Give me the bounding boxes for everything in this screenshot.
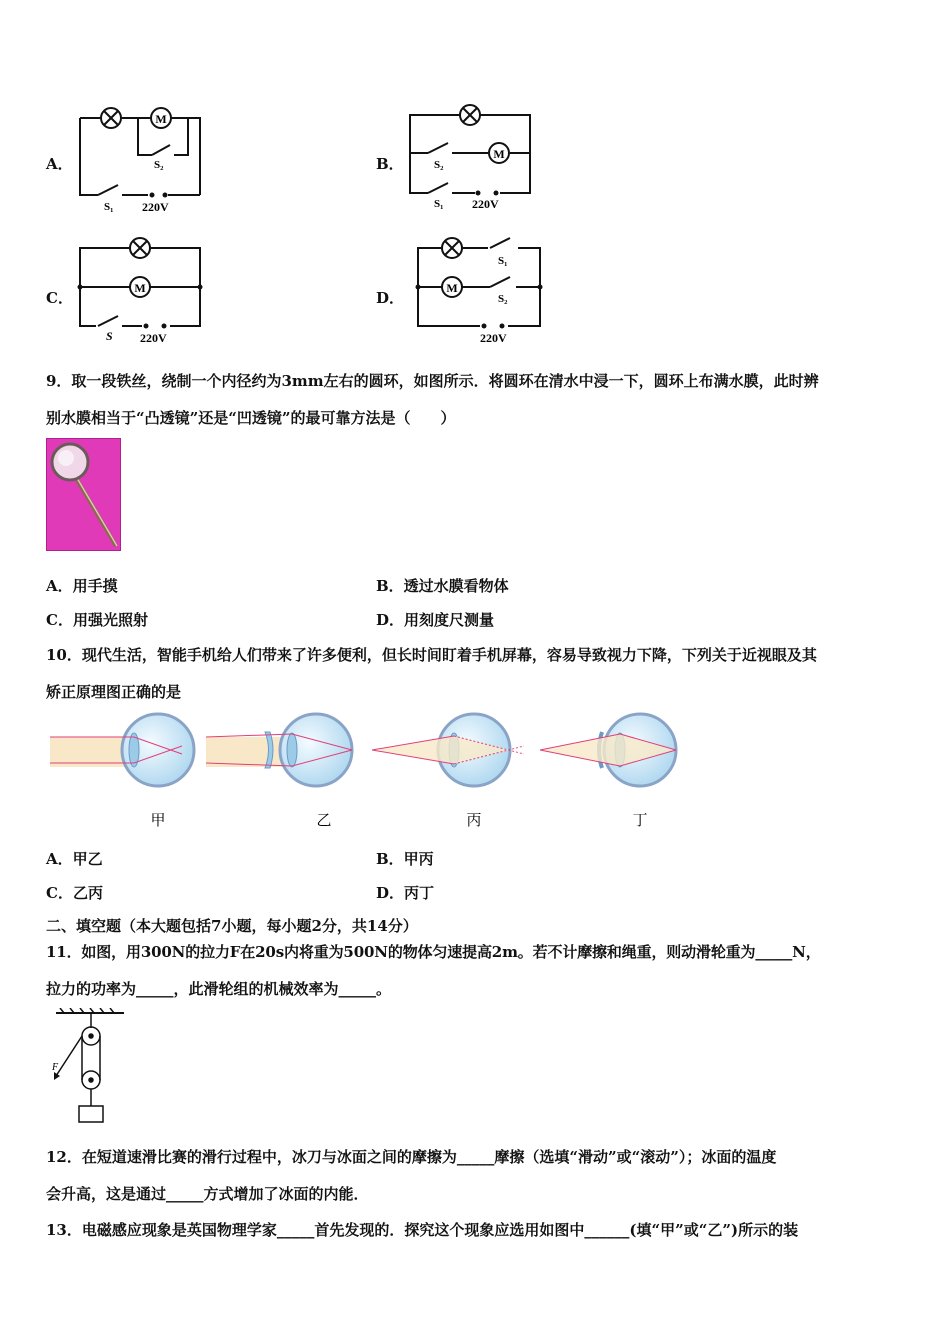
- q9-option-d[interactable]: D．用刻度尺测量: [376, 611, 495, 629]
- option-a-letter: A．: [46, 155, 73, 173]
- eye-diagram-ding: [540, 714, 676, 786]
- option-b-letter: B．: [376, 155, 404, 173]
- eye-diagram-bing: [372, 714, 524, 786]
- q10-option-d[interactable]: D．丙丁: [376, 884, 435, 902]
- lamp-icon: [101, 108, 121, 128]
- switch-s1-label: S₁: [104, 201, 114, 213]
- q9-option-b[interactable]: B．透过水膜看物体: [376, 577, 509, 595]
- q11-line2: 拉力的功率为_____，此滑轮组的机械效率为_____。: [46, 980, 392, 998]
- motor-icon: [151, 108, 171, 128]
- q9-line1: 9．取一段铁丝，绕制一个内径约为3mm左右的圆环，如图所示．将圆环在清水中浸一下，圆环上布满水膜，此时辨: [46, 372, 819, 390]
- switch-s2-label: S₂: [498, 293, 508, 305]
- switch-s2-label: S₂: [154, 159, 164, 171]
- voltage-label: 220V: [480, 331, 507, 345]
- eye-diagram-jia: [50, 714, 194, 786]
- q10-line1: 10．现代生活，智能手机给人们带来了许多便利，但长时间盯着手机屏幕，容易导致视力下降，下列关于近视眼及其: [46, 646, 817, 664]
- section-heading: 二、填空题（本大题包括7小题，每小题2分，共14分）: [46, 917, 418, 935]
- lamp-icon: [442, 238, 462, 258]
- q9-line2: 别水膜相当于“凸透镜”还是“凹透镜”的最可靠方法是（ ）: [46, 409, 456, 427]
- voltage-label: 220V: [472, 197, 499, 211]
- option-c-letter: C．: [46, 289, 73, 307]
- svg-text:M: M: [446, 281, 458, 295]
- svg-text:M: M: [134, 281, 146, 295]
- voltage-label: 220V: [142, 200, 169, 214]
- voltage-label: 220V: [140, 331, 167, 345]
- q10-option-a[interactable]: A．甲乙: [46, 850, 103, 868]
- fig-label-jia: 甲: [150, 813, 166, 829]
- q10-line2: 矫正原理图正确的是: [46, 683, 182, 701]
- circuit-diagram-d: [408, 232, 553, 347]
- eye-diagrams: [46, 712, 696, 832]
- eye-diagram-yi: [206, 714, 352, 786]
- switch-s2-label: S₂: [434, 159, 444, 171]
- q12-line2: 会升高，这是通过_____方式增加了冰面的内能．: [46, 1185, 369, 1203]
- svg-text:M: M: [493, 147, 505, 161]
- motor-icon: [130, 277, 150, 297]
- switch-s-label: S: [106, 329, 113, 343]
- force-label: F: [52, 1062, 59, 1073]
- fig-label-bing: 丙: [466, 813, 482, 829]
- switch-s1-label: S₁: [498, 255, 508, 267]
- q9-option-c[interactable]: C．用强光照射: [46, 611, 148, 629]
- q12-line1: 12．在短道速滑比赛的滑行过程中，冰刀与冰面之间的摩擦为_____摩擦（选填“滑动”或“滚动”）；冰面的温度: [46, 1148, 777, 1166]
- switch-s1-label: S₁: [434, 198, 444, 210]
- q11-line1: 11．如图，用300N的拉力F在20s内将重为500N的物体匀速提高2m。若不计摩擦和绳重，则动滑轮重为_____N，: [46, 943, 821, 961]
- motor-icon: [489, 143, 509, 163]
- fig-label-yi: 乙: [316, 813, 332, 829]
- lamp-icon: [130, 238, 150, 258]
- q10-option-b[interactable]: B．甲丙: [376, 850, 434, 868]
- lamp-icon: [460, 105, 480, 125]
- motor-icon: [442, 277, 462, 297]
- q13-line1: 13．电磁感应现象是英国物理学家_____首先发现的．探究这个现象应选用如图中______(填“甲”或“乙”)所示的装: [46, 1221, 799, 1239]
- q10-option-c[interactable]: C．乙丙: [46, 884, 103, 902]
- circuit-diagram-a: [70, 100, 210, 215]
- q9-option-a[interactable]: A．用手摸: [46, 577, 118, 595]
- pulley-diagram: [46, 1008, 131, 1126]
- circuit-diagram-b: [400, 100, 545, 215]
- fig-label-ding: 丁: [632, 813, 648, 829]
- wire-ring-photo: [46, 438, 121, 551]
- option-d-letter: D．: [376, 289, 405, 307]
- svg-text:M: M: [155, 112, 167, 126]
- circuit-diagram-c: [70, 232, 210, 347]
